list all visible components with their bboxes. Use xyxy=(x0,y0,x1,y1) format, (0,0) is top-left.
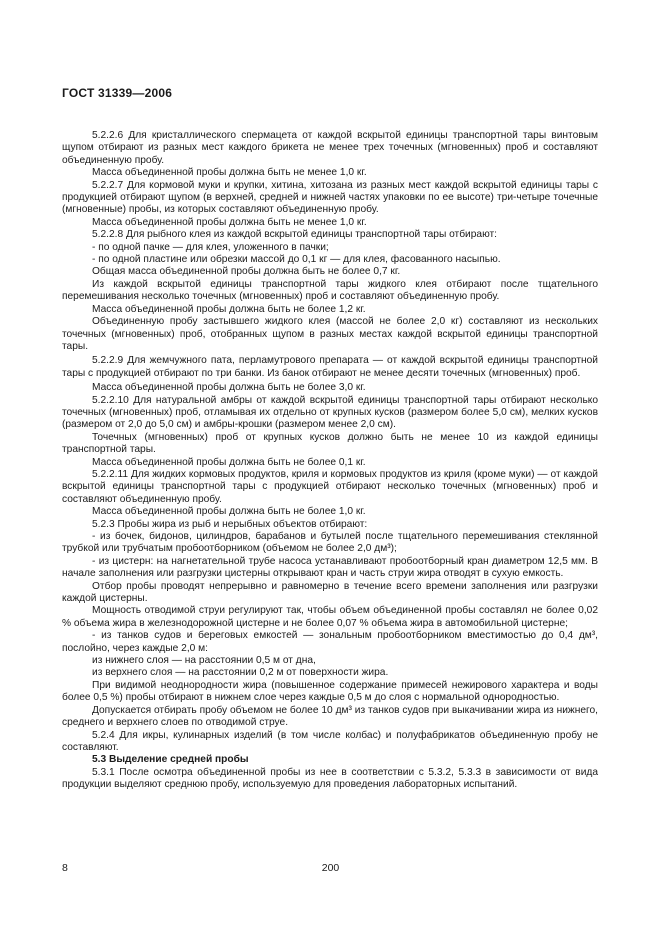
mass-note: Масса объединенной пробы должна быть не более 0,1 кг. xyxy=(92,456,366,468)
list-item: - по одной пластине или обрезки массой до 0,1 кг — для клея, фасованного насыпью. xyxy=(92,254,501,266)
para-5-2-2-8: 5.2.2.8 Для рыбного клея из каждой вскрытой единицы транспортной тары отбирают: xyxy=(92,229,497,241)
para-5-2-3: 5.2.3 Пробы жира из рыб и нерыбных объектов отбирают: xyxy=(92,518,368,530)
mass-note: Масса объединенной пробы должна быть не более 1,0 кг. xyxy=(92,506,366,518)
para-5-3-1: 5.3.1 После осмотра объединенной пробы из нее в соответствии с 5.3.2, 5.3.3 в зависимости от вида продукции выделяют среднюю пробу, используемую для проведения лабораторных испытаний. xyxy=(62,766,598,791)
mass-note: Масса объединенной пробы должна быть не менее 1,0 кг. xyxy=(92,167,367,179)
para-5-2-2-7: 5.2.2.7 Для кормовой муки и крупки, хитина, хитозана из разных мест каждой вскрытой единицы тары с продукцией отбирают щупом (в верхней, средней и нижней частях упаковки по ее высоте) три-четыре точечные (мгновенные) пробы, из которых составляют объединенную пробу. xyxy=(62,179,598,216)
para-5-2-2-6: 5.2.2.6 Для кристаллического спермацета от каждой вскрытой единицы транспортной тары винтовым щупом отбирают из разных мест каждого брикета не менее трех точечных (мгновенных) проб и составляют объединенную пробу. xyxy=(62,130,598,166)
document-title: ГОСТ 31339—2006 xyxy=(62,86,173,100)
paragraph: При видимой неоднородности жира (повышенное содержание примесей нежирового характера и воды более 0,5 %) пробы отбирают в нижнем слое через каждые 0,5 м до слоя с нормальной однородностью. xyxy=(62,679,598,704)
mass-note: Общая масса объединенной пробы должна быть не более 0,7 кг. xyxy=(92,266,401,278)
para-5-2-2-10: 5.2.2.10 Для натуральной амбры от каждой вскрытой единицы транспортной тары отбирают несколько точечных (мгновенных) проб, отламывая их отдельно от крупных кусков (размером более 5,0 см), мелких кусков (размером от 2,0 до 5,0 см) и амбры-крошки (размером менее 2,0 см). xyxy=(62,394,598,431)
paragraph: Объединенную пробу застывшего жидкого клея (массой не более 2,0 кг) составляют из нескольких точечных (мгновенных) проб, отобранных щупом в разных местах каждой вскрытой единицы транспортной тары. xyxy=(62,316,598,352)
list-item: - из бочек, бидонов, цилиндров, барабанов и бутылей после тщательного перемешивания стеклянной трубкой или трубчатым пробоотборником (объемом не более 2,0 дм³); xyxy=(62,531,598,555)
mass-note: Масса объединенной пробы должна быть не менее 1,0 кг. xyxy=(92,216,367,228)
sheet-number: 200 xyxy=(321,862,340,874)
paragraph: Мощность отводимой струи регулируют так, чтобы объем объединенной пробы составлял не более 0,02 % объема жира в железнодорожной цистерне и не более 0,07 % объема жира в автомобильной цистерне; xyxy=(62,605,598,629)
section-heading-5-3: 5.3 Выделение средней пробы xyxy=(92,754,249,766)
layer-item: из нижнего слоя — на расстоянии 0,5 м от дна, xyxy=(92,655,316,667)
document-body xyxy=(62,130,598,792)
para-5-2-2-9: 5.2.2.9 Для жемчужного пата, перламутрового препарата — от каждой вскрытой единицы транспортной тары с продукцией отбирают по три банки. Из банок отбирают не менее десяти точечных (мгновенных) проб. xyxy=(62,355,598,379)
paragraph: Допускается отбирать пробу объемом не более 10 дм³ из танков судов при выкачивании жира из нижнего, среднего и верхнего слоев по отводимой струе. xyxy=(62,704,598,729)
paragraph: Из каждой вскрытой единицы транспортной тары жидкого клея отбирают после тщательного перемешивания несколько точечных (мгновенных) проб и составляют объединенную пробу. xyxy=(62,278,598,303)
list-item: - из цистерн: на нагнетательной трубе насоса устанавливают пробоотборный кран диаметром 12,5 мм. В начале заполнения или разгрузки цистерны открывают кран и часть струи жира отводят в сухую емкость. xyxy=(62,555,598,580)
list-item: - по одной пачке — для клея, уложенного в пачки; xyxy=(92,241,329,253)
layer-item: из верхнего слоя — на расстоянии 0,2 м от поверхности жира. xyxy=(92,667,389,679)
page-number: 8 xyxy=(62,862,68,874)
para-5-2-2-11: 5.2.2.11 Для жидких кормовых продуктов, криля и кормовых продуктов из криля (кроме муки) — от каждой вскрытой единицы транспортной тары с продукцией отбирают несколько точечных (мгновенных) проб и составляют объединенную пробу. xyxy=(62,468,598,505)
list-item: - из танков судов и береговых емкостей — зональным пробоотборником вместимостью до 0,4 дм³, послойно, через каждые 2,0 м: xyxy=(62,630,598,654)
para-5-2-4: 5.2.4 Для икры, кулинарных изделий (в том числе колбас) и полуфабрикатов объединенную пробу не составляют. xyxy=(62,729,598,753)
paragraph: Отбор пробы проводят непрерывно и равномерно в течение всего времени заполнения или разгрузки каждой цистерны. xyxy=(62,580,598,605)
mass-note: Масса объединенной пробы должна быть не более 3,0 кг. xyxy=(92,382,366,394)
paragraph: Точечных (мгновенных) проб от крупных кусков должно быть не менее 10 из каждой единицы транспортной тары. xyxy=(62,431,598,456)
mass-note: Масса объединенной пробы должна быть не более 1,2 кг. xyxy=(92,303,366,315)
